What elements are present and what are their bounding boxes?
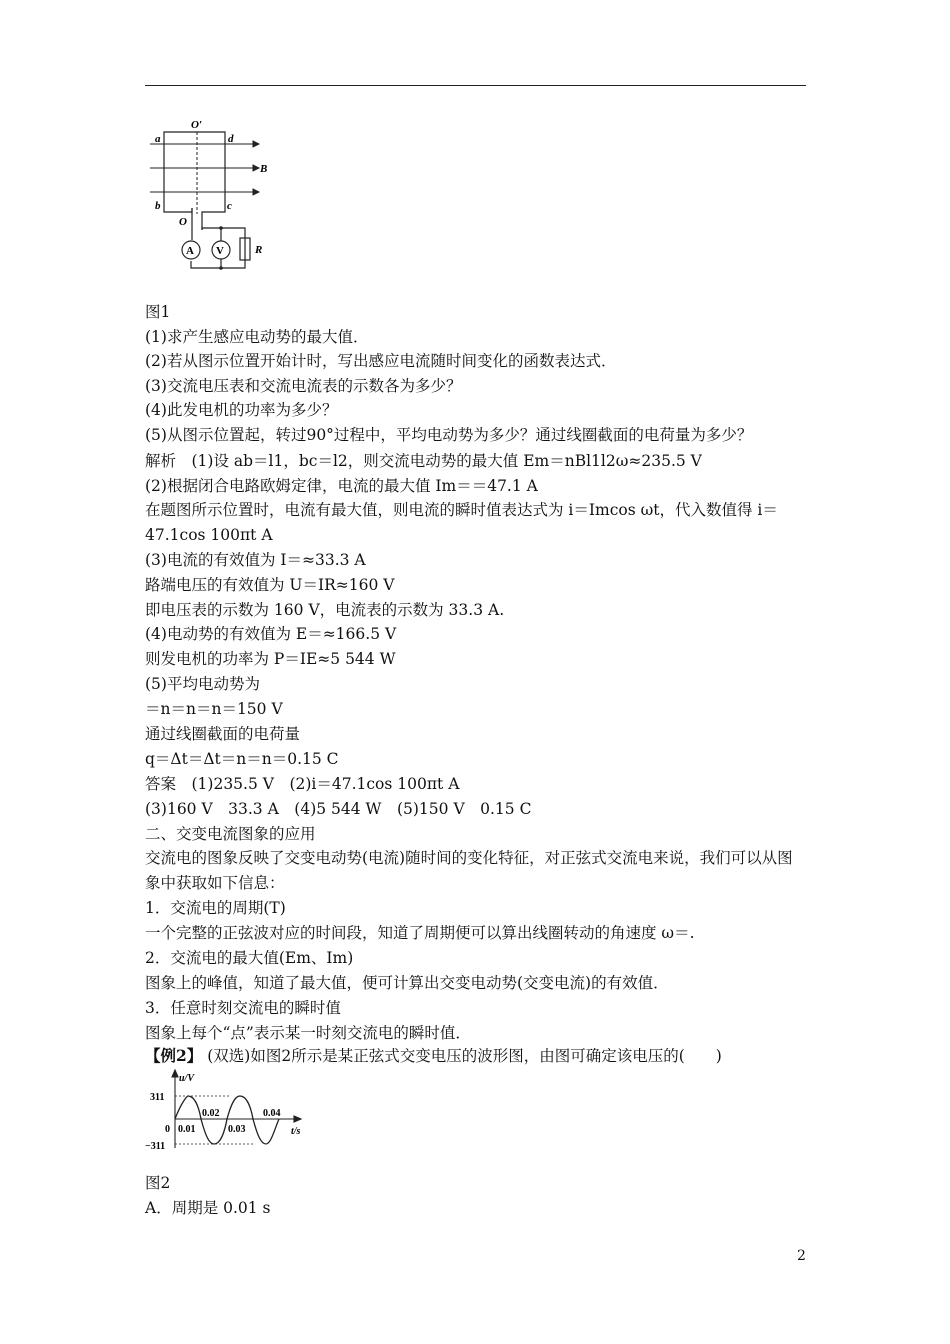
section-2-intro: 交流电的图象反映了交变电动势(电流)随时间的变化特征，对正弦式交流电来说，我们可以从图象中获取如下信息：	[145, 849, 793, 892]
question-4: (4)此发电机的功率为多少？	[145, 401, 338, 419]
label-b: b	[155, 200, 161, 212]
solution-line-5: 路端电压的有效值为 U＝IR≈160 V	[145, 576, 395, 594]
t2-label: 0.02	[202, 1108, 220, 1119]
y-zero-label: 0	[165, 1124, 170, 1135]
solution-line-1: 解析 (1)设 ab＝l1，bc＝l2，则交流电动势的最大值 Em＝nBl1l2ω≈235.5 V	[145, 452, 702, 470]
solution-line-4: (3)电流的有效值为 I＝≈33.3 A	[145, 551, 366, 569]
solution-line-7: (4)电动势的有效值为 E＝≈166.5 V	[145, 625, 397, 643]
example-2-text: (双选)如图2所示是某正弦式交变电压的波形图，由图可确定该电压的( )	[207, 1047, 722, 1065]
item-3-title: 3．任意时刻交流电的瞬时值	[145, 999, 341, 1017]
solution-line-2: (2)根据闭合电路欧姆定律，电流的最大值 Im＝＝47.1 A	[145, 477, 538, 495]
resistor-label: R	[255, 244, 263, 256]
label-d: d	[228, 133, 234, 145]
y-max-label: 311	[150, 1092, 165, 1103]
x-axis-label: t/s	[291, 1126, 301, 1137]
solution-line-3: 在题图所示位置时，电流有最大值，则电流的瞬时值表达式为 i＝Imcos ωt，代入数值得 i＝47.1cos 100πt A	[145, 501, 778, 544]
label-a: a	[155, 133, 161, 145]
y-axis-label: u/V	[179, 1073, 195, 1084]
figure-2-waveform	[145, 1068, 315, 1158]
solution-line-8: 则发电机的功率为 P＝IE≈5 544 W	[145, 650, 396, 668]
ammeter-label: A	[186, 245, 194, 257]
option-a: A．周期是 0.01 s	[145, 1199, 271, 1217]
solution-line-9: (5)平均电动势为	[145, 675, 260, 693]
item-1-text: 一个完整的正弦波对应的时间段，知道了周期便可以算出线圈转动的角速度 ω＝.	[145, 924, 695, 942]
label-o: O	[179, 216, 187, 228]
page-number: 2	[797, 1248, 806, 1264]
answer-line-1: 答案 (1)235.5 V (2)i＝47.1cos 100πt A	[145, 775, 460, 793]
item-1-title: 1．交流电的周期(T)	[145, 899, 286, 917]
sine-curve	[175, 1096, 279, 1144]
figure-2-caption: 图2	[145, 1174, 171, 1192]
t1-label: 0.01	[178, 1124, 196, 1135]
question-3: (3)交流电压表和交流电流表的示数各为多少？	[145, 377, 462, 395]
item-3-text: 图象上每个“点”表示某一时刻交流电的瞬时值．	[145, 1024, 471, 1042]
label-c: c	[227, 200, 232, 212]
solution-line-12: q＝Δt＝Δt＝n＝n＝0.15 C	[145, 750, 339, 768]
label-o-prime: O′	[191, 119, 203, 131]
example-2-tag: 【例2】	[145, 1046, 203, 1065]
label-b-field: B	[260, 163, 268, 175]
t3-label: 0.03	[228, 1124, 246, 1135]
item-2-title: 2．交流电的最大值(Em、Im)	[145, 949, 354, 967]
y-min-label: −311	[145, 1141, 166, 1152]
t4-label: 0.04	[263, 1108, 281, 1119]
item-2-text: 图象上的峰值，知道了最大值，便可计算出交变电动势(交变电流)的有效值．	[145, 974, 669, 992]
question-5: (5)从图示位置起，转过90°过程中，平均电动势为多少？通过线圈截面的电荷量为多少？	[145, 426, 753, 444]
section-2-heading: 二、交变电流图象的应用	[145, 825, 316, 843]
answer-line-2: (3)160 V 33.3 A (4)5 544 W (5)150 V 0.15 C	[145, 800, 532, 818]
header-rule	[145, 85, 806, 86]
question-2: (2)若从图示位置开始计时，写出感应电流随时间变化的函数表达式．	[145, 352, 617, 370]
voltmeter-label: V	[216, 245, 224, 257]
figure-1-generator-diagram	[145, 118, 280, 288]
solution-line-6: 即电压表的示数为 160 V，电流表的示数为 33.3 A.	[145, 601, 505, 619]
example-2	[145, 1046, 722, 1066]
solution-line-11: 通过线圈截面的电荷量	[145, 725, 301, 743]
solution-line-10: ＝n＝n＝n＝150 V	[145, 700, 283, 718]
figure-1-caption: 图1	[145, 303, 171, 321]
question-1: (1)求产生感应电动势的最大值．	[145, 328, 369, 346]
